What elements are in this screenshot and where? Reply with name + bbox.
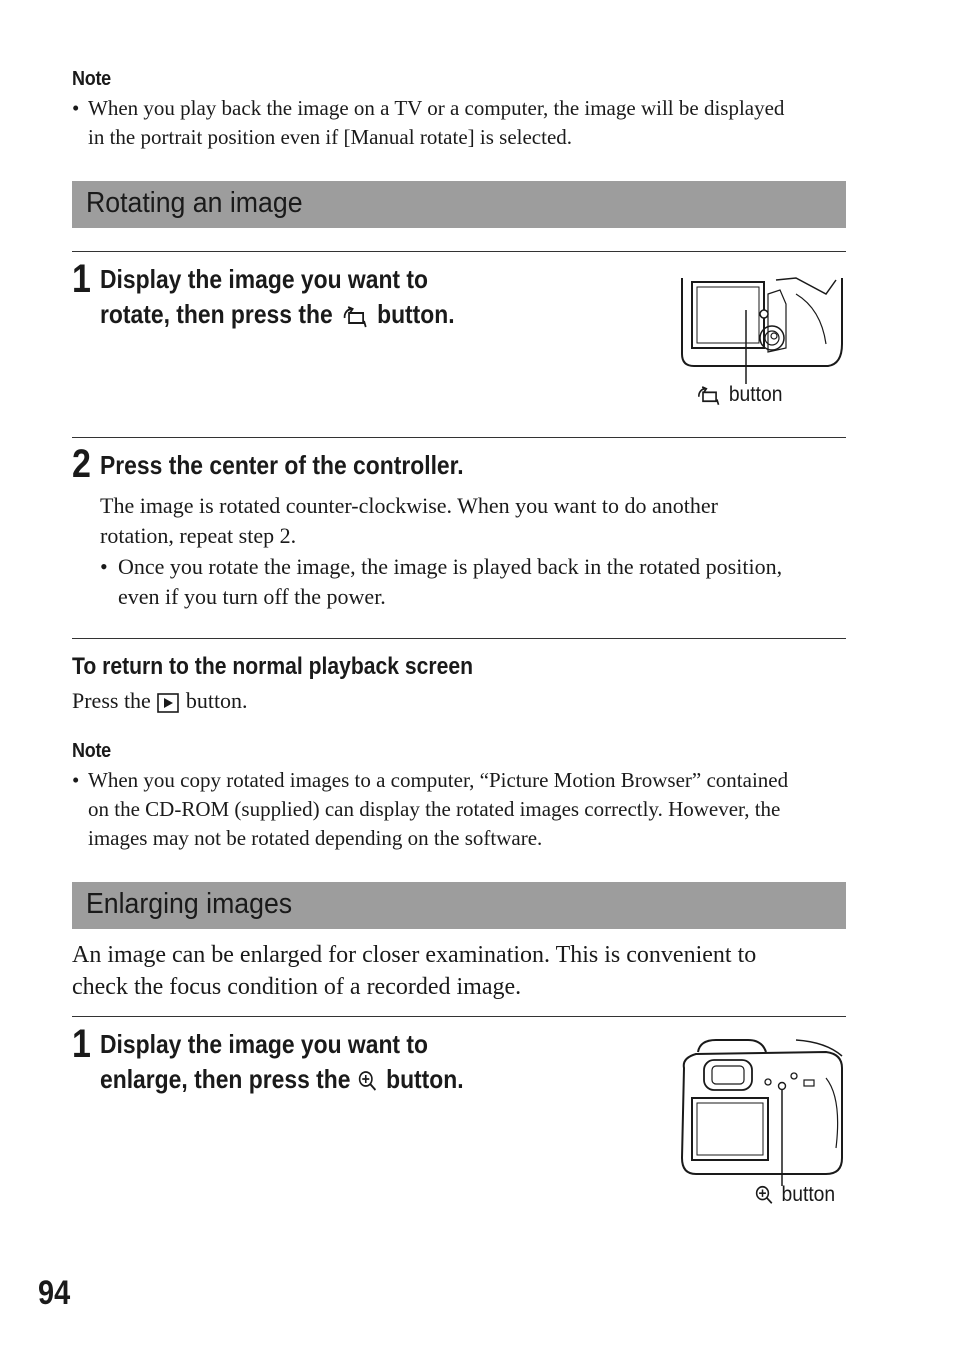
- divider: [72, 437, 846, 438]
- intro-line: An image can be enlarged for closer examination. This is convenient to: [72, 942, 757, 968]
- section-intro: [72, 939, 852, 1003]
- intro-line: check the focus condition of a recorded image.: [72, 974, 522, 1000]
- bullet: •: [100, 554, 108, 579]
- note-text: [72, 766, 852, 853]
- note-line: images may not be rotated depending on the software.: [88, 826, 543, 850]
- section-title: Enlarging images: [86, 888, 293, 920]
- callout-caption: [694, 383, 783, 407]
- note-line: on the CD-ROM (supplied) can display the rotated images correctly. However, the: [88, 797, 781, 821]
- step-line-part: button.: [386, 1064, 464, 1094]
- divider: [72, 638, 846, 639]
- caption-text: button: [728, 383, 783, 406]
- rotate-icon: [339, 304, 371, 328]
- rotate-icon: [694, 384, 723, 406]
- camera-back-illustration: [676, 274, 848, 386]
- section-title: Rotating an image: [86, 187, 303, 219]
- step-line-part: enlarge, then press the: [100, 1064, 351, 1094]
- step-line: Display the image you want to: [100, 264, 429, 294]
- zoom-in-icon: [754, 1184, 776, 1206]
- step-line: [100, 1062, 464, 1097]
- note-heading: Note: [72, 740, 111, 762]
- note-line: When you play back the image on a TV or a computer, the image will be displayed: [88, 96, 785, 120]
- step-line-part: rotate, then press the: [100, 299, 333, 329]
- step-line: [100, 297, 455, 332]
- camera-back-illustration: [676, 1038, 848, 1188]
- body-line: rotation, repeat step 2.: [100, 523, 297, 548]
- step-number: 2: [72, 442, 91, 486]
- zoom-in-icon: [357, 1069, 380, 1093]
- bullet-line: even if you turn off the power.: [118, 584, 386, 609]
- step-number: 1: [72, 257, 91, 301]
- return-instruction: [72, 686, 248, 715]
- note-line: in the portrait position even if [Manual rotate] is selected.: [88, 125, 573, 149]
- step-number: 1: [72, 1022, 91, 1066]
- step-line: Display the image you want to: [100, 1029, 429, 1059]
- return-text: Press the: [72, 688, 151, 713]
- divider: [72, 251, 846, 252]
- step-instruction: Press the center of the controller.: [100, 450, 464, 480]
- bullet-line: Once you rotate the image, the image is played back in the rotated position,: [118, 554, 783, 579]
- divider: [72, 1016, 846, 1017]
- return-text: button.: [185, 688, 248, 713]
- step-bullet: [100, 552, 850, 612]
- note-heading: Note: [72, 68, 111, 90]
- body-line: The image is rotated counter-clockwise. When you want to do another: [100, 493, 719, 518]
- note-text: [72, 94, 852, 152]
- step-instruction: [100, 262, 455, 332]
- caption-text: button: [781, 1183, 836, 1206]
- callout-caption: [754, 1183, 835, 1207]
- step-body: [100, 491, 850, 612]
- section-header-rotate: [72, 181, 846, 228]
- bullet: •: [72, 96, 80, 120]
- step-line-part: button.: [377, 299, 455, 329]
- section-header-enlarge: [72, 882, 846, 929]
- page-number: 94: [38, 1274, 71, 1312]
- step-instruction: [100, 1027, 464, 1097]
- note-line: When you copy rotated images to a computer, “Picture Motion Browser” contained: [88, 768, 789, 792]
- bullet: •: [72, 768, 80, 792]
- playback-icon: [156, 692, 180, 714]
- subsection-heading: To return to the normal playback screen: [72, 653, 473, 680]
